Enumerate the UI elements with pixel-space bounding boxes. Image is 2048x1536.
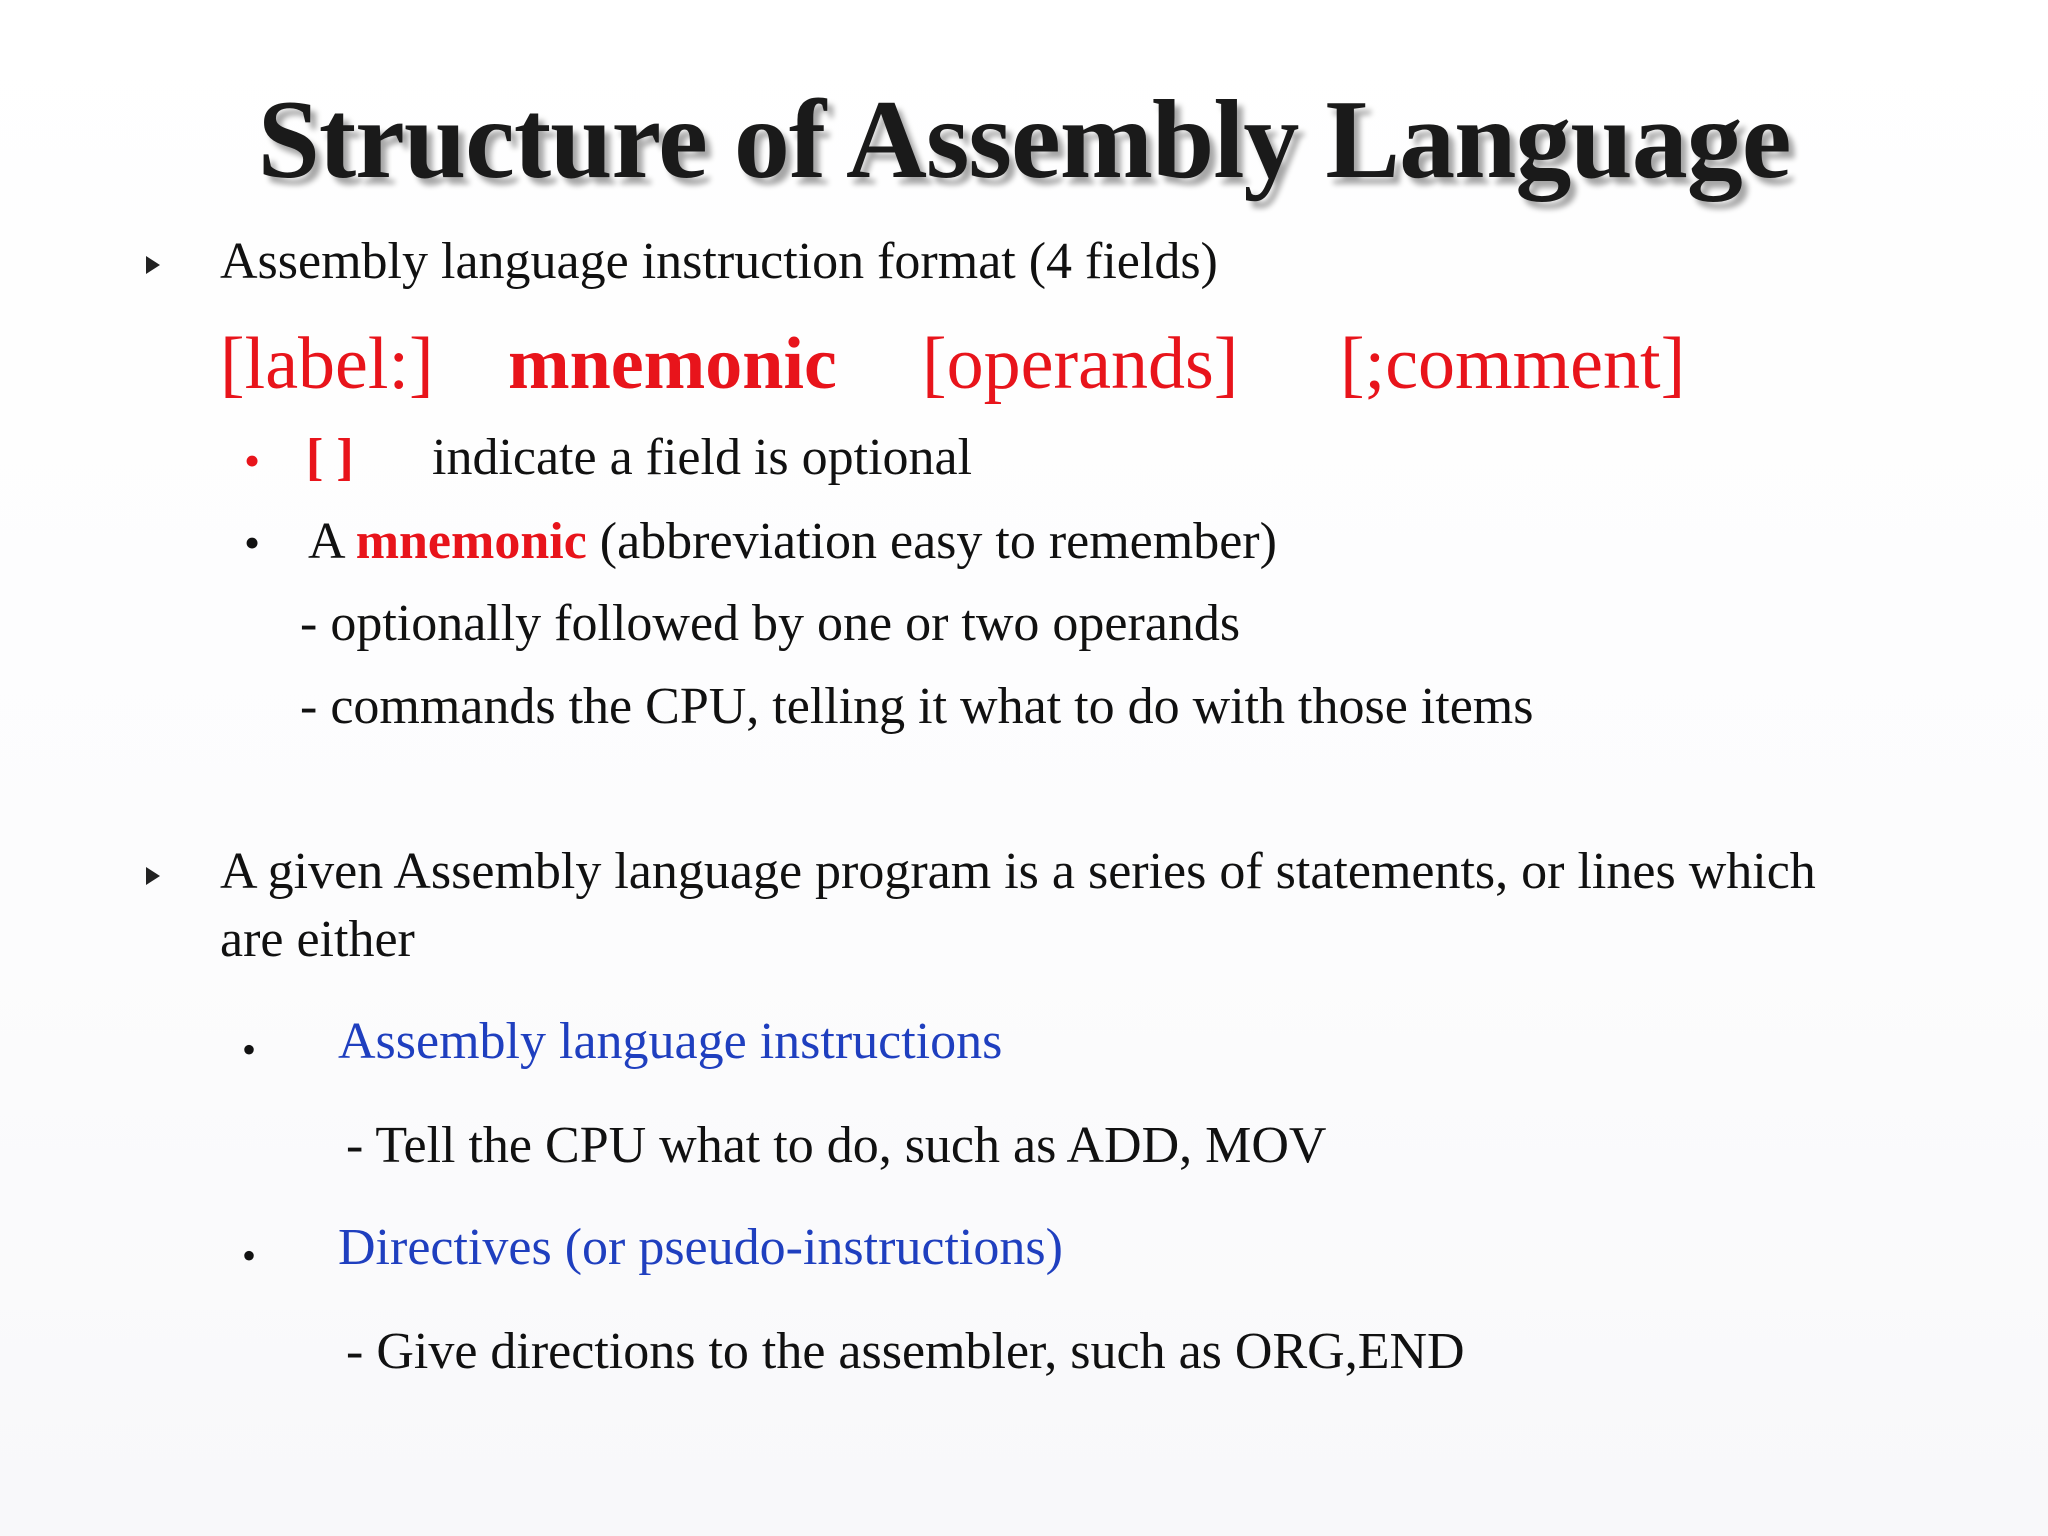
section1-heading: Assembly language instruction format (4 fields) — [220, 233, 1218, 290]
instructions-description: - Tell the CPU what to do, such as ADD, MOV — [346, 1117, 1327, 1174]
section2-heading-line1: A given Assembly language program is a series of statements, or lines which — [220, 843, 1816, 900]
instructions-label: Assembly language instructions — [338, 1013, 1003, 1070]
triangle-bullet-icon — [146, 256, 160, 274]
mnemonic-bullet — [308, 512, 1277, 571]
format-comment-field: [;comment] — [1340, 323, 1686, 405]
format-label-field: [label:] — [220, 323, 434, 405]
bullet-dot-icon: • — [242, 1233, 257, 1278]
bullet-dot-icon: • — [244, 517, 261, 568]
optional-brackets: [ ] — [306, 429, 354, 486]
directives-label: Directives (or pseudo-instructions) — [338, 1219, 1063, 1276]
directives-description: - Give directions to the assembler, such as ORG,END — [346, 1323, 1465, 1380]
mnemonic-keyword: mnemonic — [355, 513, 587, 570]
mnemonic-prefix: A — [308, 513, 343, 570]
optional-description: indicate a field is optional — [432, 429, 973, 486]
slide-title: Structure of Assembly Language — [257, 78, 1791, 202]
bullet-dot-icon: • — [244, 435, 261, 486]
section2-heading-line2: are either — [220, 911, 415, 968]
mnemonic-sub-commands: - commands the CPU, telling it what to do with those items — [300, 678, 1534, 735]
triangle-bullet-icon — [146, 867, 160, 885]
mnemonic-sub-operands: - optionally followed by one or two operands — [300, 595, 1241, 652]
mnemonic-description: (abbreviation easy to remember) — [599, 513, 1277, 570]
format-operands-field: [operands] — [922, 323, 1239, 405]
format-mnemonic-field: mnemonic — [508, 323, 837, 405]
bullet-dot-icon: • — [242, 1027, 257, 1072]
